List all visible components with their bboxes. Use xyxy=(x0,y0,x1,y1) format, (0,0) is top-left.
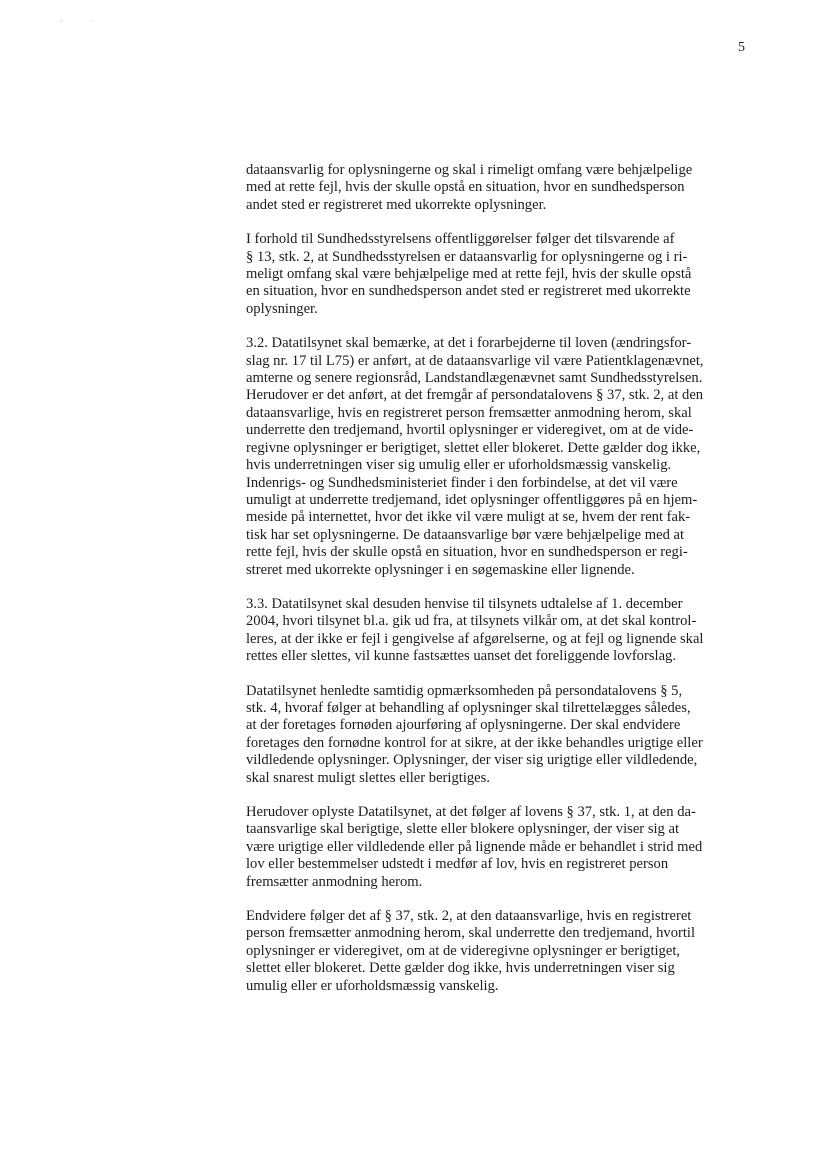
text-line: foretages den fornødne kontrol for at sikre, at der ikke behandles urigtige eller xyxy=(246,734,703,751)
text-line: rette fejl, hvis der skulle opstå en situation, hvor en sundhedsperson er regi- xyxy=(246,544,688,561)
paragraph-7 xyxy=(246,908,756,995)
text-line: dataansvarlige, hvis en registreret person fremsætter anmodning herom, skal xyxy=(246,404,692,421)
text-line: person fremsætter anmodning herom, skal underrette den tredjemand, hvortil xyxy=(246,925,696,942)
paragraph-3 xyxy=(246,335,756,579)
text-line: Indenrigs- og Sundhedsministeriet finder i den forbindelse, at det vil være xyxy=(246,474,678,491)
paragraph-4 xyxy=(246,596,756,666)
text-line: rettes eller slettes, vil kunne fastsættes uanset det foreliggende lovforslag. xyxy=(246,648,676,665)
text-line: tisk har set oplysningerne. De dataansvarlige bør være behjælpelige med at xyxy=(246,526,685,543)
text-line: slettet eller blokeret. Dette gælder dog ikke, hvis underretningen viser sig xyxy=(246,960,675,977)
text-line: underrette den tredjemand, hvortil oplysninger er videregivet, om at de vide- xyxy=(246,422,694,439)
paragraph-1 xyxy=(246,162,756,214)
text-line: fremsætter anmodning herom. xyxy=(246,873,423,890)
text-line: hvis underretningen viser sig umulig eller er uforholdsmæssig vanskelig. xyxy=(246,457,672,474)
text-line: Endvidere følger det af § 37, stk. 2, at den dataansvarlige, hvis en registreret xyxy=(246,908,692,925)
text-line: dataansvarlig for oplysningerne og skal i rimeligt omfang være behjælpelige xyxy=(246,162,693,178)
text-line: meside på internettet, hvor det ikke vil være muligt at se, hvem der rent fak- xyxy=(246,509,691,526)
text-line: med at rette fejl, hvis der skulle opstå en situation, hvor en sundhedsperson xyxy=(246,179,685,196)
text-line: slag nr. 17 til L75) er anført, at de dataansvarlige vil være Patientklagenævnet, xyxy=(246,352,704,369)
text-line: amterne og senere regionsråd, Landstandlægenævnet samt Sundhedsstyrelsen. xyxy=(246,370,703,387)
text-line: meligt omfang skal være behjælpelige med at rette fejl, hvis der skulle opstå xyxy=(246,266,692,283)
text-line: Herudover oplyste Datatilsynet, at det følger af lovens § 37, stk. 1, at den da- xyxy=(246,804,696,820)
scan-specks: ·· xyxy=(60,17,122,26)
text-line: streret med ukorrekte oplysninger i en søgemaskine eller lignende. xyxy=(246,561,635,578)
text-line: være urigtige eller vildledende eller på lignende måde er behandlet i strid med xyxy=(246,838,703,855)
text-line: I forhold til Sundhedsstyrelsens offentliggørelser følger det tilsvarende af xyxy=(246,231,675,248)
text-line: leres, at der ikke er fejl i gengivelse af afgørelserne, og at fejl og lignende skal xyxy=(246,630,704,647)
text-line: umuligt at underrette tredjemand, idet oplysninger offentliggøres på en hjem- xyxy=(246,491,698,508)
text-line: andet sted er registreret med ukorrekte oplysninger. xyxy=(246,196,547,213)
text-line: at der foretages fornøden ajourføring af oplysningerne. Der skal endvidere xyxy=(246,717,681,734)
text-line: oplysninger er videregivet, om at de videregivne oplysninger er berigtiget, xyxy=(246,942,681,959)
text-line: taansvarlige skal berigtige, slette eller blokere oplysninger, der viser sig at xyxy=(246,821,680,838)
text-line: § 13, stk. 2, at Sundhedsstyrelsen er dataansvarlig for oplysningerne og i ri- xyxy=(246,248,688,265)
paragraph-6 xyxy=(246,804,756,891)
text-line: vildledende oplysninger. Oplysninger, der viser sig urigtige eller vildledende, xyxy=(246,752,698,769)
text-line: stk. 4, hvoraf følger at behandling af oplysninger skal tilrettelægges således, xyxy=(246,699,691,716)
text-line: Herudover er det anført, at det fremgår af persondatalovens § 37, stk. 2, at den xyxy=(246,387,704,404)
paragraph-2 xyxy=(246,231,756,318)
text-line: 2004, hvori tilsynet bl.a. gik ud fra, at tilsynets vilkår om, at det skal kontrol- xyxy=(246,613,697,630)
text-line: umulig eller er uforholdsmæssig vanskelig. xyxy=(246,977,499,994)
text-line: skal snarest muligt slettes eller berigtiges. xyxy=(246,769,490,786)
text-line: Datatilsynet henledte samtidig opmærksomheden på persondatalovens § 5, xyxy=(246,682,683,699)
text-line: en situation, hvor en sundhedsperson andet sted er registreret med ukorrekte xyxy=(246,283,691,300)
text-line: 3.3. Datatilsynet skal desuden henvise til tilsynets udtalelse af 1. december xyxy=(246,595,683,612)
text-line: regivne oplysninger er berigtiget, slettet eller blokeret. Dette gælder dog ikke, xyxy=(246,439,701,456)
page-number: 5 xyxy=(738,40,745,55)
document-body xyxy=(246,162,756,1012)
paragraph-5 xyxy=(246,683,756,787)
text-line: oplysninger. xyxy=(246,300,318,317)
text-line: 3.2. Datatilsynet skal bemærke, at det i forarbejderne til loven (ændringsfor- xyxy=(246,335,692,352)
text-line: lov eller bestemmelser udstedt i medfør af lov, hvis en registreret person xyxy=(246,856,669,873)
